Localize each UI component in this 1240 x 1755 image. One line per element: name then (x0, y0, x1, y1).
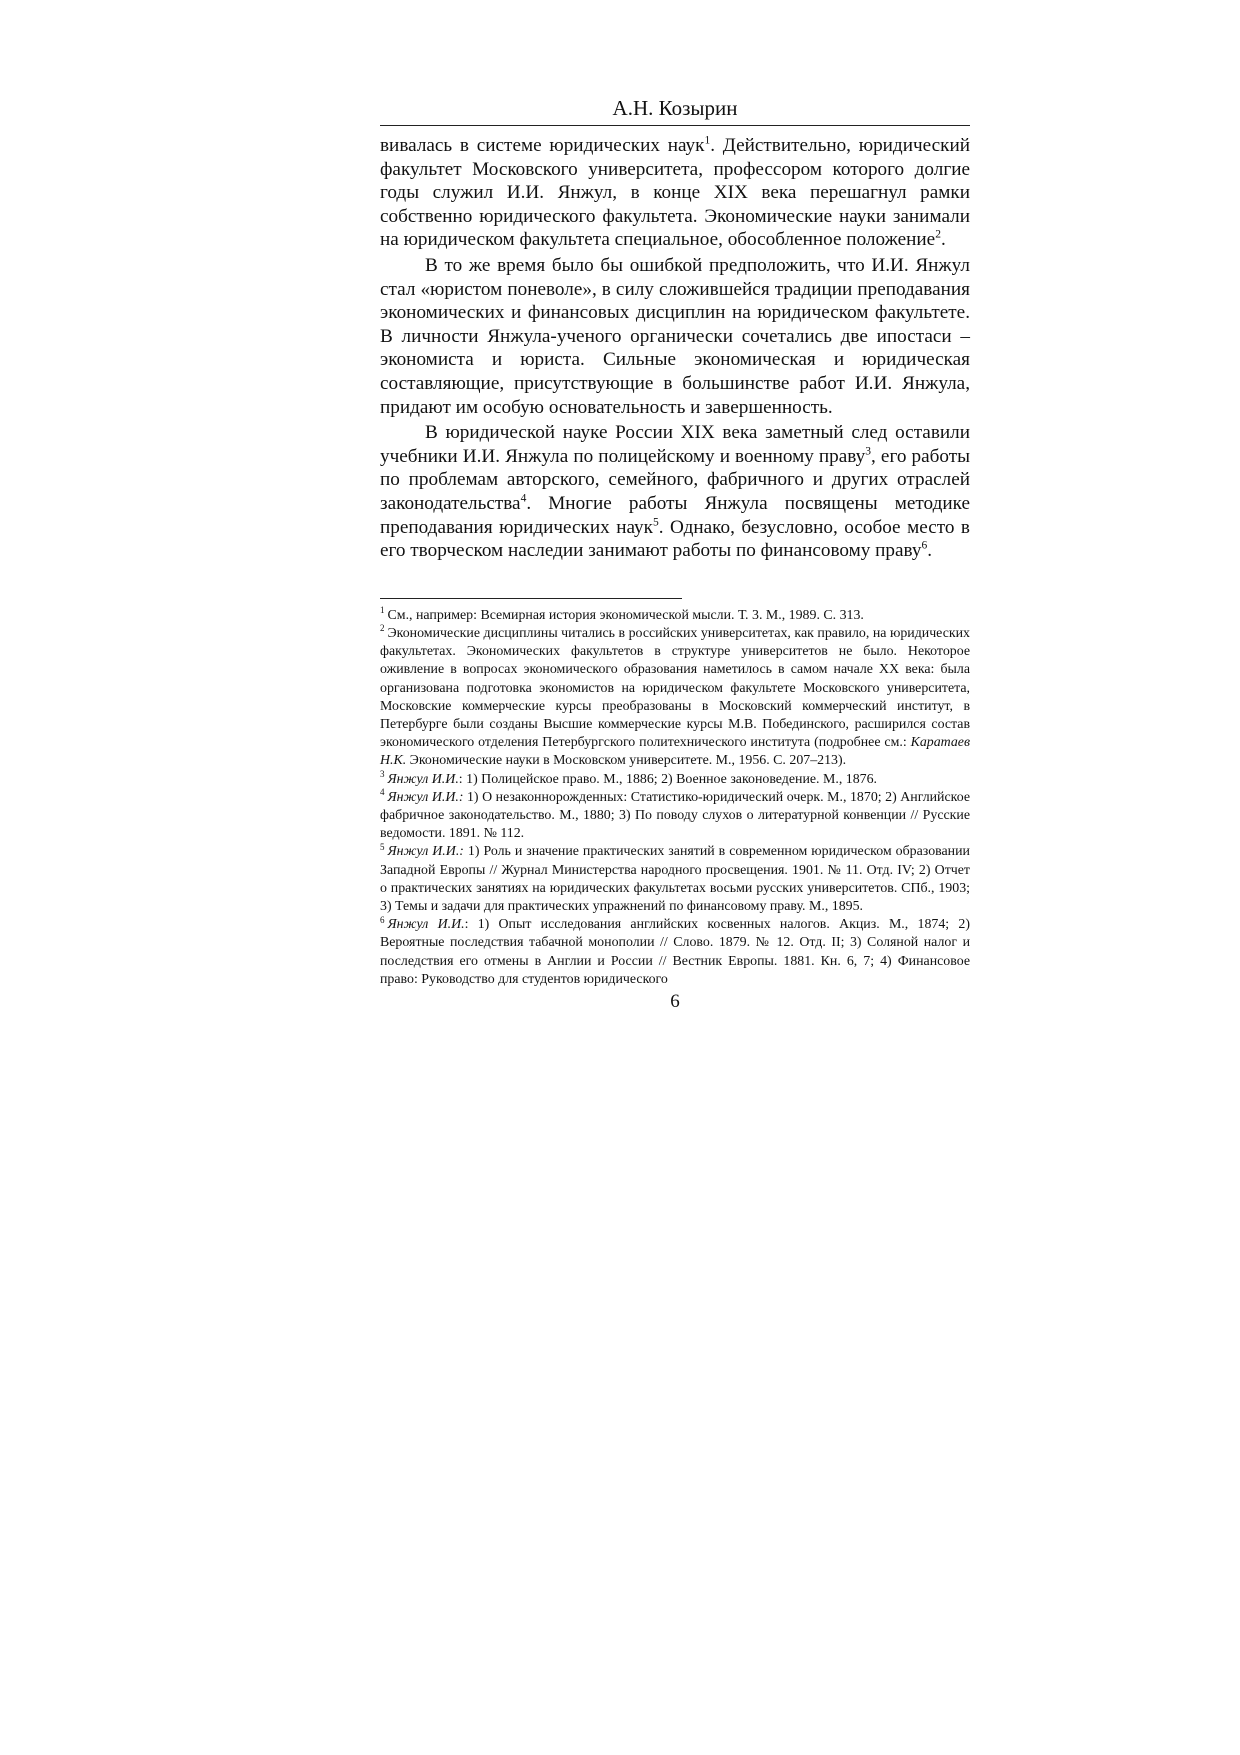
footnote-text: 1) О незаконнорожденных: Статистико-юридический очерк. М., 1870; 2) Английское фабричное законодательство. М., 1880; 3) По поводу слухов о литературной конвенции // Русские ведомости. 1891. № 112. (380, 789, 970, 842)
paragraph-1 (380, 134, 970, 252)
text-run: . Многие работы Янжула посвящены методике преподавания юридических наук (380, 492, 970, 538)
footnote-ref-2: 2 (935, 228, 941, 241)
book-page (380, 95, 970, 1013)
paragraph-3 (380, 421, 970, 563)
footnote-2 (380, 625, 970, 771)
footnote-ref-1: 1 (704, 134, 711, 147)
running-header: А.Н. Козырин (380, 95, 970, 126)
text-run: . (927, 540, 933, 562)
footnote-number: 2 (380, 623, 385, 634)
main-text (380, 134, 970, 563)
footnote-ref-3: 3 (865, 445, 872, 458)
footnote-text: 1) Роль и значение практических занятий в современном юридическом образовании Западной Европы // Журнал Министерства народного просвещения. 1901. № 11. Отд. IV; 2) Отчет о практических занятиях на юридических факультетах восьми русских университетов. СПб., 1903; 3) Темы и задачи для практических упражнений по финансовому праву. М., 1895. (380, 844, 970, 914)
footnote-text: Экономические дисциплины читались в российских университетах, как правило, на юридических факультетах. Экономических факультетов в структуре университетов не было. Некоторое оживление в вопросах экономического образования наметилось в самом начале XX века: была организована подготовка экономистов на юридическом факультете Московского университета, Московские коммерческие курсы преобразованы в Московский коммерческий институт, в Петербурге были созданы Высшие коммерческие курсы М.В. Побединского, расширился состав экономического отделения Петербургского политехнического института (подробнее см.: (380, 625, 970, 751)
footnote-number: 4 (380, 787, 385, 798)
footnote-text: См., например: Всемирная история экономической мысли. Т. 3. М., 1989. С. 313. (387, 607, 864, 623)
footnote-author: Янжул И.И.: (387, 844, 464, 860)
footnote-4 (380, 789, 970, 844)
paragraph-2 (380, 254, 970, 419)
footnote-author: Янжул И.И. (387, 917, 465, 933)
footnote-ref-6: 6 (921, 539, 928, 552)
text-run: . (940, 229, 946, 251)
text-run: В то же время было бы ошибкой предположить, что И.И. Янжул стал «юристом поневоле», в силу сложившейся традиции преподавания экономических и финансовых дисциплин на юридическом факультете. В личности Янжула-ученого органически сочетались две ипостаси – экономиста и юриста. Сильные экономическая и юридическая составляющие, присутствующие в большинстве работ И.И. Янжула, придают им особую основательность и завершенность. (380, 254, 970, 418)
footnote-text: Экономические науки в Московском университете. М., 1956. С. 207–213). (406, 753, 847, 769)
footnote-author: Янжул И.И. (387, 771, 459, 787)
footnote-number: 1 (380, 605, 385, 616)
footnote-ref-4: 4 (520, 492, 527, 505)
footnote-author: Каратаев Н.К. (380, 735, 970, 769)
footnote-text: : 1) Опыт исследования английских косвенных налогов. Акциз. М., 1874; 2) Вероятные последствия табачной монополии // Слово. 1879. № 12. Отд. II; 3) Соляной налог и последствия его отмены в Англии и России // Вестник Европы. 1881. Кн. 6, 7; 4) Финансовое право: Руководство для студентов юридического (380, 917, 970, 987)
page-number: 6 (670, 990, 680, 1012)
text-run: вивалась в системе юридических наук (380, 135, 705, 156)
text-run: . Действительно, юридический факультет Московского университета, профессором которого долгие годы служил И.И. Янжул, в конце XIX века перешагнул рамки собственно юридического факультета. Экономические науки занимали на юридическом факультета специальное, обособленное положение (380, 135, 970, 251)
footnote-author: Янжул И.И.: (387, 789, 464, 805)
footnote-5 (380, 843, 970, 916)
footnote-number: 6 (380, 914, 385, 925)
text-run: , его работы по проблемам авторского, семейного, фабричного и других отраслей законодательства (380, 445, 970, 514)
footnote-1 (380, 607, 970, 625)
footnotes (380, 607, 970, 989)
footnote-text: : 1) Полицейское право. М., 1886; 2) Военное законоведение. М., 1876. (458, 771, 878, 787)
footnote-6 (380, 916, 970, 989)
footnote-separator (380, 598, 682, 599)
text-run: . Однако, безусловно, особое место в его творческом наследии занимают работы по финансовому праву (380, 516, 970, 562)
text-run: В юридической науке России XIX века заметный след оставили учебники И.И. Янжула по полицейскому и военному праву (380, 422, 970, 467)
footnote-ref-5: 5 (652, 516, 659, 529)
footnote-number: 3 (380, 768, 385, 779)
footnote-3 (380, 768, 970, 789)
footnote-number: 5 (380, 841, 385, 852)
